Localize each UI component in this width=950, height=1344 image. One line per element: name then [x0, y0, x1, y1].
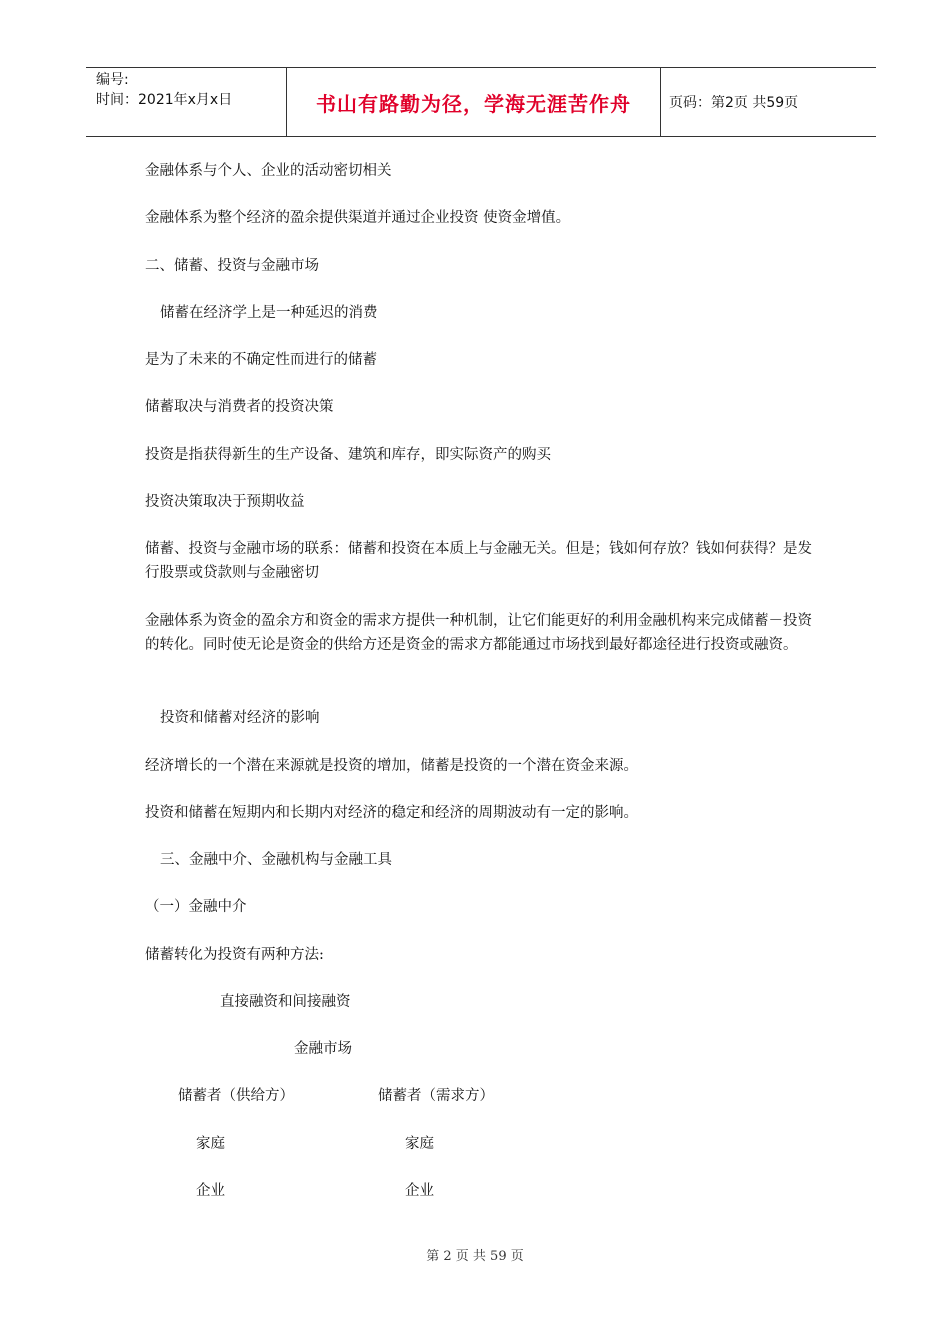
body-line: 投资和储蓄对经济的影响 — [160, 710, 320, 726]
page-footer: 第 2 页 共 59 页 — [426, 1249, 524, 1264]
page-header — [86, 67, 876, 137]
body-line: 储蓄转化为投资有两种方法: — [145, 947, 324, 963]
header-page-number: 页码：第2页 共59页 — [669, 95, 799, 111]
body-line: 经济增长的一个潜在来源就是投资的增加，储蓄是投资的一个潜在资金来源。 — [145, 758, 638, 774]
document-number-label: 编号: — [96, 72, 129, 88]
body-line: 金融体系与个人、企业的活动密切相关 — [145, 163, 392, 179]
diagram-item: 家庭 — [196, 1136, 225, 1152]
diagram-item: 家庭 — [405, 1136, 434, 1152]
header-motto: 书山有路勤为径，学海无涯苦作舟 — [287, 68, 661, 136]
section-heading: 三、金融中介、金融机构与金融工具 — [160, 852, 392, 868]
document-date: 时间：2021年x月x日 — [96, 92, 233, 108]
diagram-label-demander: 储蓄者（需求方） — [378, 1088, 494, 1104]
diagram-label-supplier: 储蓄者（供给方） — [178, 1088, 294, 1104]
header-meta — [86, 68, 287, 136]
subsection-heading: （一）金融中介 — [145, 899, 247, 915]
diagram-label: 直接融资和间接融资 — [220, 994, 351, 1010]
section-heading: 二、储蓄、投资与金融市场 — [145, 258, 319, 274]
body-line: 是为了未来的不确定性而进行的储蓄 — [145, 352, 377, 368]
body-paragraph: 储蓄、投资与金融市场的联系：储蓄和投资在本质上与金融无关。但是；钱如何存放？钱如何获得？是发行股票或贷款则与金融密切 — [145, 541, 812, 581]
body-line: 投资决策取决于预期收益 — [145, 494, 305, 510]
body-paragraph: 金融体系为资金的盈余方和资金的需求方提供一种机制，让它们能更好的利用金融机构来完成储蓄－投资的转化。同时使无论是资金的供给方还是资金的需求方都能通过市场找到最好都途径进行投资或融资。 — [145, 613, 812, 653]
diagram-item: 企业 — [405, 1183, 434, 1199]
body-line: 投资是指获得新生的生产设备、建筑和库存，即实际资产的购买 — [145, 447, 551, 463]
diagram-label: 金融市场 — [294, 1041, 352, 1057]
body-line: 储蓄在经济学上是一种延迟的消费 — [160, 305, 378, 321]
body-line: 储蓄取决与消费者的投资决策 — [145, 399, 334, 415]
body-line: 金融体系为整个经济的盈余提供渠道并通过企业投资 使资金增值。 — [145, 210, 571, 226]
body-line: 投资和储蓄在短期内和长期内对经济的稳定和经济的周期波动有一定的影响。 — [145, 805, 638, 821]
diagram-item: 企业 — [196, 1183, 225, 1199]
